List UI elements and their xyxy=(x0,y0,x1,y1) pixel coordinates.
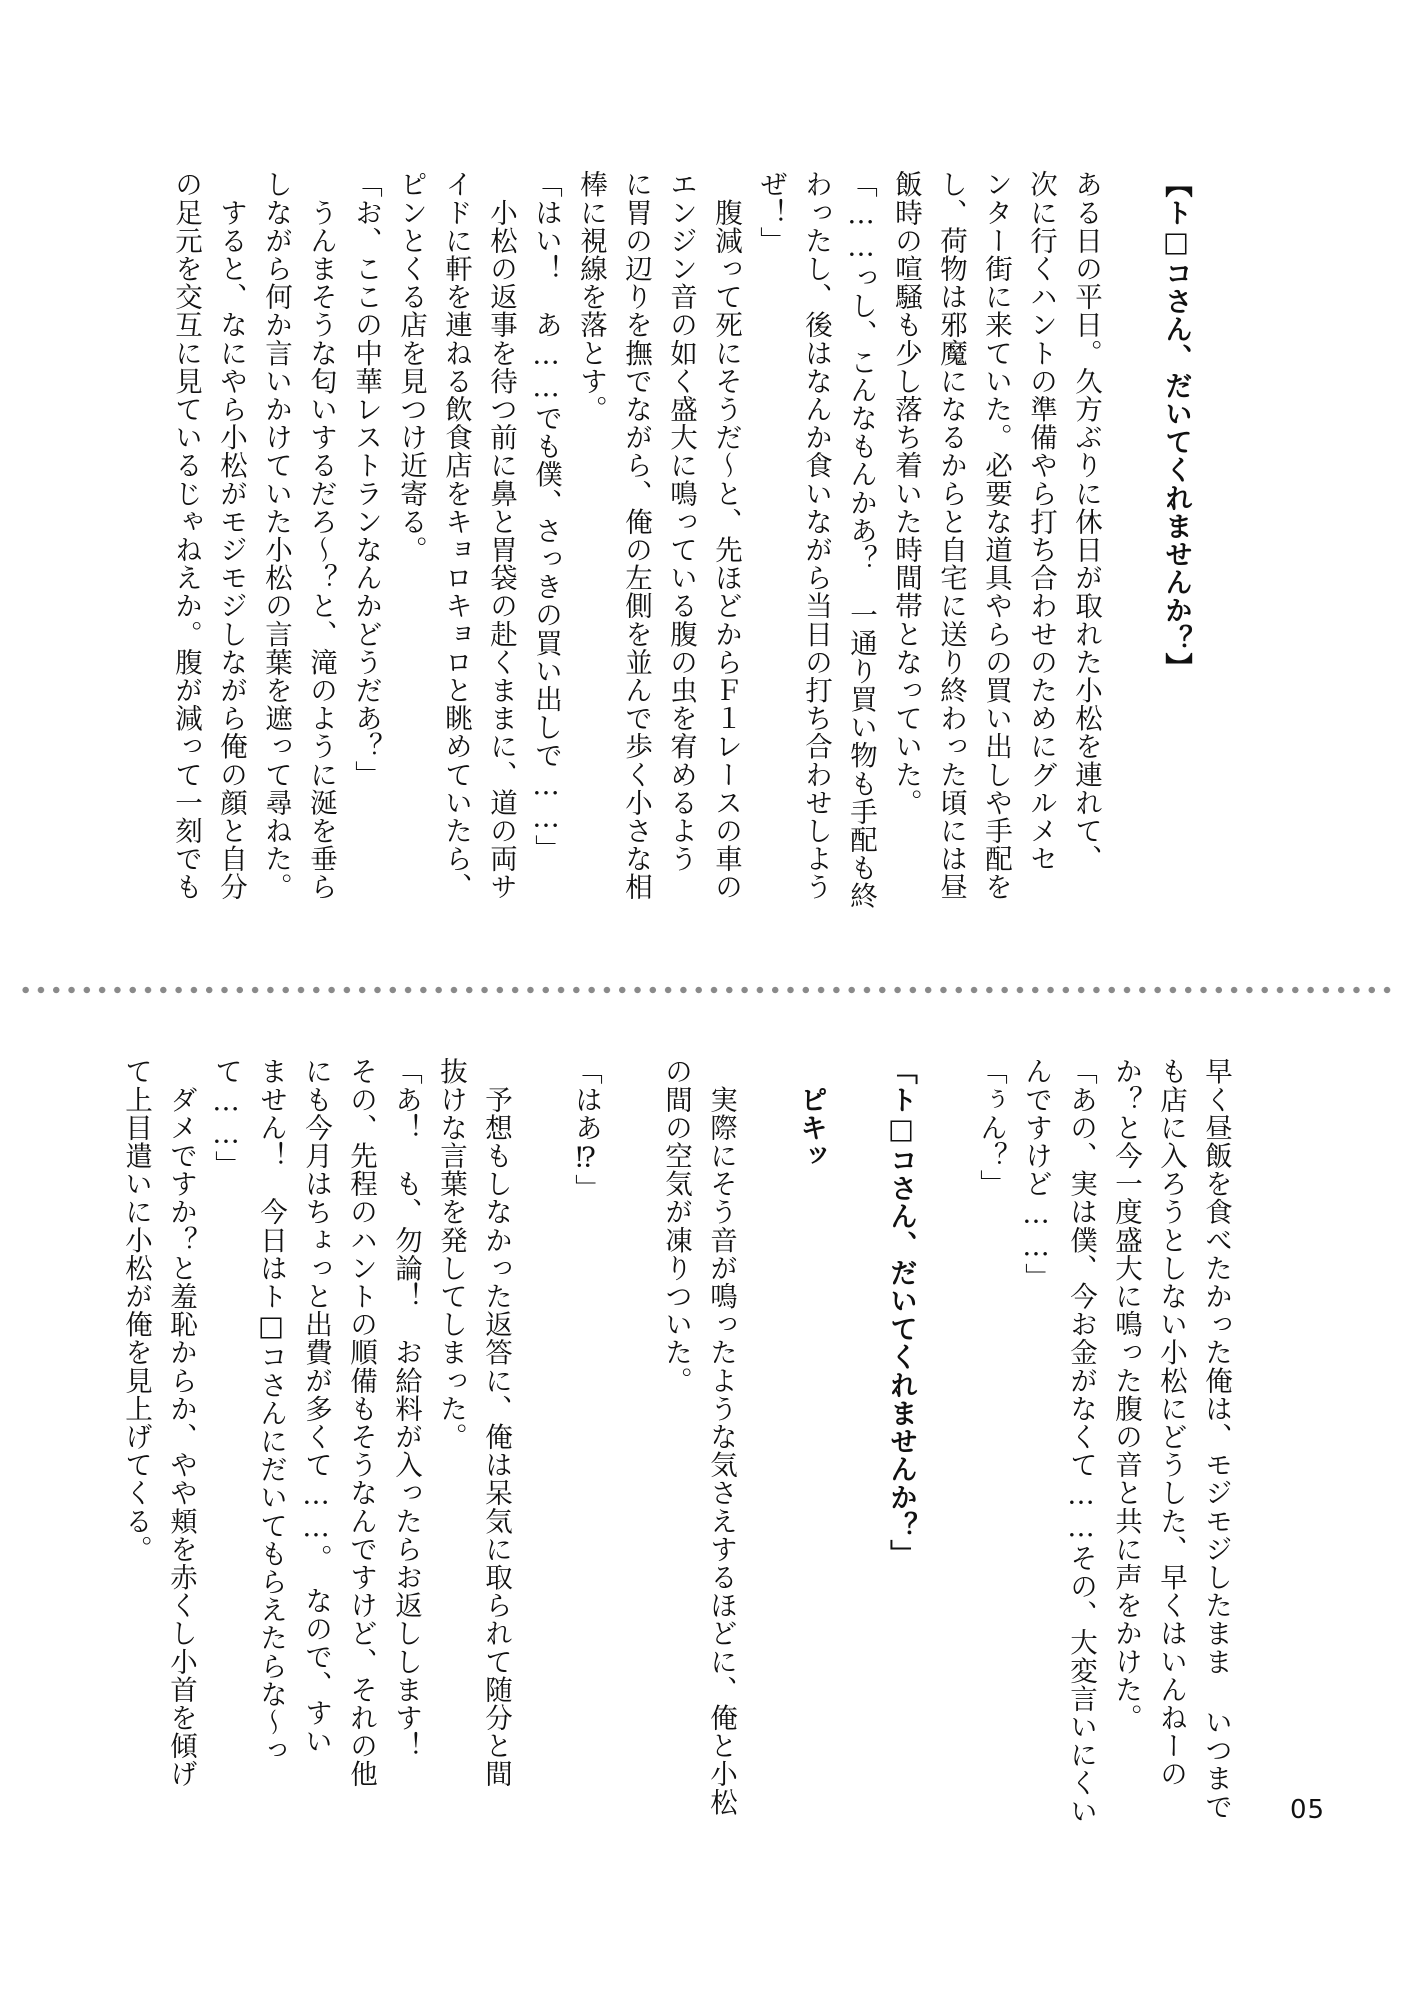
text-line: 「お、ここの中華レストランなんかどうだあ？」 xyxy=(350,170,382,789)
text-line: にも今月はちょっと出費が多くて……。 なので、すい xyxy=(300,1057,332,1755)
dotted-divider xyxy=(18,986,1393,994)
text-line: て……」 xyxy=(210,1057,242,1179)
page-number: 05 xyxy=(1290,1795,1326,1825)
text-line: 早く昼飯を食べたかった俺は、モジモジしたまま いつまで xyxy=(1200,1057,1232,1821)
text-line: 「はい！ あ……でも僕、さっきの買い出しで……」 xyxy=(530,170,562,863)
dialogue-highlight: 「ト□コさん、だいてくれませんか？」 xyxy=(885,1057,917,1568)
text-line xyxy=(608,1057,653,1797)
text-line: すると、なにやら小松がモジモジしながら俺の顔と自分 xyxy=(215,170,247,901)
text-line: イドに軒を連ねる飲食店をキョロキョロと眺めていたら、 xyxy=(440,170,472,901)
text-line: その、先程のハントの順備もそうなんですけど、それの他 xyxy=(345,1057,377,1788)
text-line: 棒に視線を落とす。 xyxy=(575,170,607,423)
text-line: うんまそうな匂いするだろ～？と、滝のように涎を垂ら xyxy=(305,170,337,901)
text-line: ピンとくる店を見つけ近寄る。 xyxy=(395,170,427,564)
text-line: 腹減って死にそうだ～と、先ほどからＦ１レースの車の xyxy=(710,170,742,901)
text-block-top xyxy=(138,170,1198,950)
text-line xyxy=(1108,170,1153,950)
text-block-bottom xyxy=(120,1057,1238,1825)
text-line xyxy=(833,1057,878,1797)
text-line: んですけど……」 xyxy=(1020,1057,1052,1291)
text-line: エンジン音の如く盛大に鳴っている腹の虫を宥めるよう xyxy=(665,170,697,873)
sound-effect: ピキッ xyxy=(795,1057,827,1170)
text-line: ンター街に来ていた。必要な道具やらの買い出しや手配を xyxy=(980,170,1012,901)
text-line: し、荷物は邪魔になるからと自宅に送り終わった頃には昼 xyxy=(935,170,967,901)
text-line: 「……っし、こんなもんかあ？ 一通り買い物も手配も終 xyxy=(845,170,877,910)
text-line: しながら何か言いかけていた小松の言葉を遮って尋ねた。 xyxy=(260,170,292,901)
text-line: の足元を交互に見ているじゃねえか。腹が減って一刻でも xyxy=(170,170,202,901)
text-line: 実際にそう音が鳴ったような気さえするほどに、俺と小松 xyxy=(705,1057,737,1816)
text-line: 「はあ⁉」 xyxy=(570,1057,602,1202)
text-line: ダメですか？と羞恥からか、やや頬を赤くし小首を傾げ xyxy=(165,1057,197,1788)
text-line xyxy=(743,1057,788,1797)
text-line xyxy=(518,1057,563,1797)
text-line: も店に入ろうとしない小松にどうした、早くはいんねーの xyxy=(1155,1057,1187,1788)
text-line: ある日の平日。久方ぶりに休日が取れた小松を連れて、 xyxy=(1070,170,1102,873)
text-line: 予想もしなかった返答に、俺は呆気に取られて随分と間 xyxy=(480,1057,512,1788)
text-line: 次に行くハントの準備やら打ち合わせのためにグルメセ xyxy=(1025,170,1057,873)
text-line: の間の空気が凍りついた。 xyxy=(660,1057,692,1395)
text-line: て上目遣いに小松が俺を見上げてくる。 xyxy=(120,1057,152,1563)
text-line: 抜けな言葉を発してしまった。 xyxy=(435,1057,467,1451)
text-line: 「あの、実は僕、今お金がなくて……その、大変言いにくい xyxy=(1065,1057,1097,1825)
text-line: か？と今一度盛大に鳴った腹の音と共に声をかけた。 xyxy=(1110,1057,1142,1732)
chapter-title: 【ト□コさん、だいてくれませんか？】 xyxy=(1160,170,1192,681)
text-line: 飯時の喧騒も少し落ち着いた時間帯となっていた。 xyxy=(890,170,922,817)
text-line: ぜ！」 xyxy=(755,170,787,255)
text-line: 小松の返事を待つ前に鼻と胃袋の赴くままに、道の両サ xyxy=(485,170,517,901)
text-line: わったし、後はなんか食いながら当日の打ち合わせしよう xyxy=(800,170,832,901)
text-line: に胃の辺りを撫でながら、俺の左側を並んで歩く小さな相 xyxy=(620,170,652,901)
text-line: 「あ！ も、勿論！ お給料が入ったらお返しします！ xyxy=(390,1057,422,1760)
text-line: ません！ 今日はト□コさんにだいてもらえたらな～っ xyxy=(255,1057,287,1764)
text-line: 「ぅん？」 xyxy=(975,1057,1007,1198)
text-line xyxy=(923,1057,968,1797)
